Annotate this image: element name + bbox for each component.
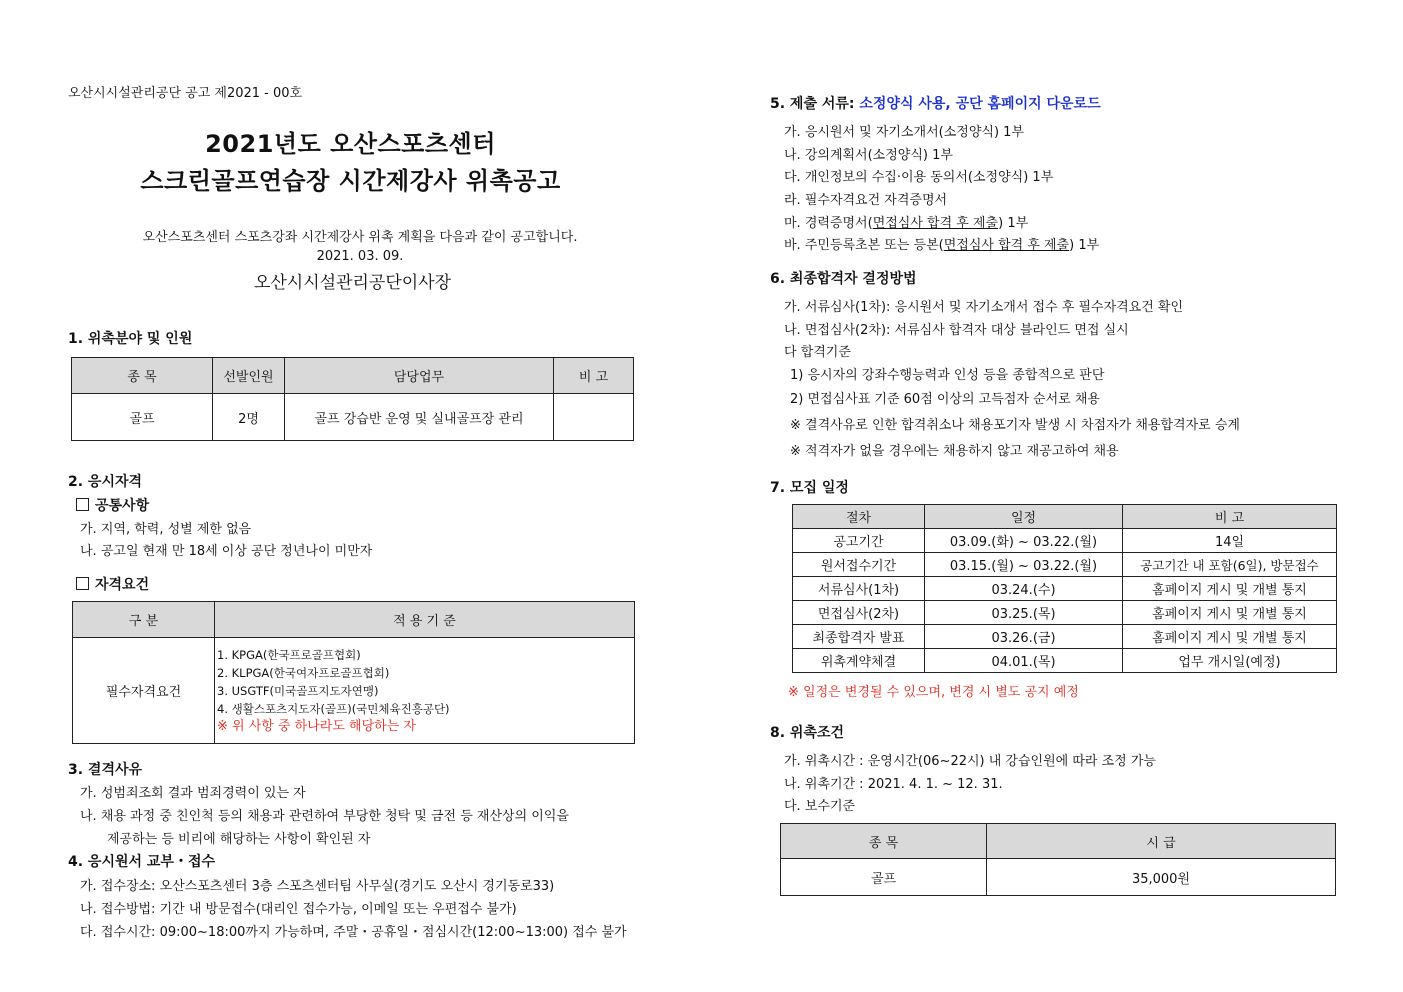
decision-item: 다 합격기준 — [784, 345, 851, 360]
pay-table — [780, 823, 1336, 896]
application-item: 다. 접수시간: 09:00~18:00까지 가능하며, 주말・공휴일・점심시간(12:00~13:00) 접수 불가 — [80, 925, 627, 940]
section-5-heading: 5. 제출 서류: 소정양식 사용, 공단 홈페이지 다운로드 — [770, 96, 1101, 112]
title-line-2: 스크린골프연습장 시간제강사 위촉공고 — [140, 167, 561, 195]
cell-step: 면접심사(2차) — [793, 601, 925, 625]
schedule-row — [793, 625, 1337, 649]
col-header-hourly: 시 급 — [987, 824, 1336, 859]
document-item: 가. 응시원서 및 자기소개서(소정양식) 1부 — [784, 125, 1025, 140]
cell-date: 03.09.(화) ~ 03.22.(월) — [925, 529, 1123, 553]
cell-remark: 업무 개시일(예정) — [1123, 649, 1337, 673]
disqualification-item-cont: 제공하는 등 비리에 해당하는 사항이 확인된 자 — [107, 832, 371, 847]
col-header-remark: 비 고 — [1123, 505, 1337, 529]
cell-remark: 홈페이지 게시 및 개별 통지 — [1123, 625, 1337, 649]
cell-date: 03.25.(목) — [925, 601, 1123, 625]
schedule-row — [793, 529, 1337, 553]
col-header-count: 선발인원 — [213, 358, 285, 394]
cell-item: 골프 — [781, 859, 987, 896]
cell-date: 04.01.(목) — [925, 649, 1123, 673]
col-header-duty: 담당업무 — [285, 358, 554, 394]
section-2-heading: 2. 응시자격 — [68, 474, 143, 490]
cell-step: 공고기간 — [793, 529, 925, 553]
col-header-criteria: 적 용 기 준 — [215, 602, 635, 638]
schedule-row — [793, 577, 1337, 601]
qualification-note: ※ 위 사항 중 하나라도 해당하는 자 — [217, 718, 416, 734]
decision-item: 2) 면접심사표 기준 60점 이상의 고득점자 순서로 채용 — [790, 392, 1100, 407]
col-header-remark: 비 고 — [554, 358, 634, 394]
col-header-category: 구 분 — [73, 602, 215, 638]
common-subheading: 공통사항 — [76, 495, 149, 515]
intro-text: 오산스포츠센터 스포츠강좌 시간제강사 위촉 계획을 다음과 같이 공고합니다. — [142, 230, 578, 245]
schedule-note: ※ 일정은 변경될 수 있으며, 변경 시 별도 공지 예정 — [788, 685, 1079, 700]
cell-item: 골프 — [72, 394, 213, 441]
cell-remark: 홈페이지 게시 및 개별 통지 — [1123, 577, 1337, 601]
cell-step: 원서접수기간 — [793, 553, 925, 577]
schedule-row — [793, 601, 1337, 625]
cell-remark — [554, 394, 634, 441]
cell-date: 03.24.(수) — [925, 577, 1123, 601]
section-6-heading: 6. 최종합격자 결정방법 — [770, 271, 917, 287]
cell-hourly-pay: 35,000원 — [987, 859, 1336, 896]
schedule-row — [793, 553, 1337, 577]
qualification-item: 4. 생활스포츠지도자(골프)(국민체육진흥공단) — [217, 701, 450, 716]
decision-note: ※ 적격자가 없을 경우에는 채용하지 않고 재공고하여 채용 — [790, 444, 1119, 459]
checkbox-square-icon — [76, 577, 89, 590]
notice-number: 오산시시설관리공단 공고 제2021 - 00호 — [68, 86, 303, 101]
cell-count: 2명 — [213, 394, 285, 441]
application-item: 나. 접수방법: 기간 내 방문접수(대리인 접수가능, 이메일 또는 우편접수 불가) — [80, 902, 517, 917]
section-1-heading: 1. 위촉분야 및 인원 — [68, 331, 193, 347]
title-line-1: 2021년도 오산스포츠센터 — [205, 130, 496, 158]
schedule-table — [792, 504, 1337, 673]
schedule-row — [793, 649, 1337, 673]
qualification-table — [72, 601, 635, 744]
disqualification-item: 나. 채용 과정 중 친인척 등의 채용과 관련하여 부당한 청탁 및 금전 등 재산상의 이익을 — [80, 809, 569, 824]
section-8-heading: 8. 위촉조건 — [770, 725, 845, 741]
cell-step: 최종합격자 발표 — [793, 625, 925, 649]
cell-date: 03.15.(월) ~ 03.22.(월) — [925, 553, 1123, 577]
decision-item: 가. 서류심사(1차): 응시원서 및 자기소개서 접수 후 필수자격요건 확인 — [784, 300, 1184, 315]
application-item: 가. 접수장소: 오산스포츠센터 3층 스포츠센터팀 사무실(경기도 오산시 경기동로33) — [80, 879, 555, 894]
condition-item: 가. 위촉시간 : 운영시간(06~22시) 내 강습인원에 따라 조정 가능 — [784, 754, 1156, 769]
cell-remark: 공고기간 내 포함(6일), 방문접수 — [1123, 553, 1337, 577]
cell-step: 서류심사(1차) — [793, 577, 925, 601]
common-item: 가. 지역, 학력, 성별 제한 없음 — [80, 522, 252, 537]
cell-date: 03.26.(금) — [925, 625, 1123, 649]
common-item: 나. 공고일 현재 만 18세 이상 공단 정년나이 미만자 — [80, 544, 373, 559]
cell-remark: 14일 — [1123, 529, 1337, 553]
cell-required-qualification: 필수자격요건 — [73, 638, 215, 744]
condition-item: 다. 보수기준 — [784, 799, 856, 814]
decision-item: 나. 면접심사(2차): 서류심사 합격자 대상 블라인드 면접 실시 — [784, 323, 1129, 338]
col-header-item: 종 목 — [72, 358, 213, 394]
document-item: 라. 필수자격요건 자격증명서 — [784, 193, 948, 208]
document-item: 바. 주민등록초본 또는 등본(면접심사 합격 후 제출) 1부 — [784, 238, 1100, 253]
qualification-item: 1. KPGA(한국프로골프협회) — [217, 647, 361, 662]
document-item: 다. 개인정보의 수집·이용 동의서(소정양식) 1부 — [784, 170, 1054, 185]
col-header-date: 일정 — [925, 505, 1123, 529]
disqualification-item: 가. 성범죄조회 결과 범죄경력이 있는 자 — [80, 786, 306, 801]
document-item: 마. 경력증명서(면접심사 합격 후 제출) 1부 — [784, 216, 1029, 231]
cell-remark: 홈페이지 게시 및 개별 통지 — [1123, 601, 1337, 625]
qualification-list — [215, 638, 635, 744]
qualification-item: 2. KLPGA(한국여자프로골프협회) — [217, 665, 390, 680]
checkbox-square-icon — [76, 498, 89, 511]
cell-step: 위촉계약체결 — [793, 649, 925, 673]
notice-date: 2021. 03. 09. — [316, 249, 404, 264]
recruit-table — [71, 357, 634, 441]
qualification-item: 3. USGTF(미국골프지도자연맹) — [217, 683, 379, 698]
decision-item: 1) 응시자의 강좌수행능력과 인성 등을 종합적으로 판단 — [790, 368, 1105, 383]
requirements-subheading: 자격요건 — [76, 574, 149, 594]
col-header-step: 절차 — [793, 505, 925, 529]
section-7-heading: 7. 모집 일정 — [770, 480, 849, 496]
condition-item: 나. 위촉기간 : 2021. 4. 1. ~ 12. 31. — [784, 777, 1003, 792]
col-header-item: 종 목 — [781, 824, 987, 859]
section-4-heading: 4. 응시원서 교부・접수 — [68, 854, 215, 870]
signer: 오산시시설관리공단이사장 — [253, 273, 452, 293]
decision-note: ※ 결격사유로 인한 합격취소나 채용포기자 발생 시 차점자가 채용합격자로 승계 — [790, 418, 1240, 433]
cell-duty: 골프 강습반 운영 및 실내골프장 관리 — [285, 394, 554, 441]
document-item: 나. 강의계획서(소정양식) 1부 — [784, 148, 953, 163]
section-3-heading: 3. 결격사유 — [68, 762, 143, 778]
